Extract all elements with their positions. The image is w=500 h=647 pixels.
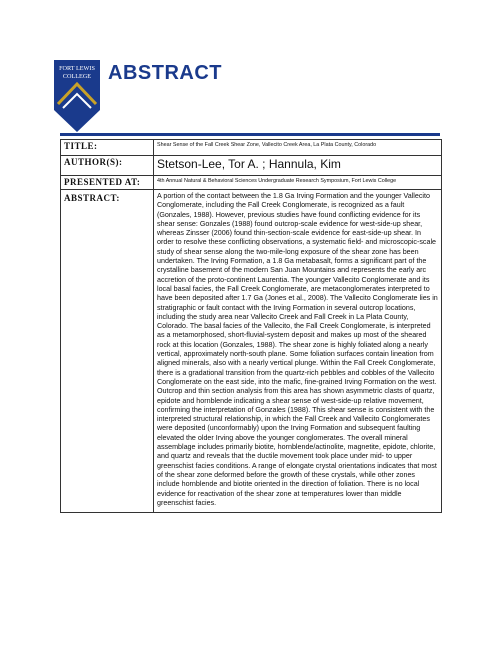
heading-rule (60, 133, 440, 136)
college-logo (54, 60, 100, 132)
logo-line-1: FORT LEWIS (59, 65, 95, 72)
authors-row (61, 156, 442, 176)
presented-row (61, 176, 442, 190)
title-label: TITLE: (61, 140, 154, 156)
presented-label: PRESENTED AT: (61, 176, 154, 190)
abstract-metadata-table (60, 139, 442, 513)
authors-value: Stetson-Lee, Tor A. ; Hannula, Kim (154, 156, 442, 176)
abstract-body: A portion of the contact between the 1.8 Ga Irving Formation and the younger Vallecito Conglomerate, including the Fall Creek Conglomerate, is recognized as a fault (Gonzales, 1988). However, previous studies have found conflicting evidence for its shear sense: Gonzales (1988) found outcrop-scale evidence for west-side-up shear, whereas Zinsser (2006) found thin-section-scale evidence for east-side-up shear. In order to resolve these conflicting observations, a systematic field- and microscopic-scale study of shear sense along the two-mile-long exposure of the shear zone has been undertaken. The Irving Formation, a 1.8 Ga metabasalt, forms a significant part of the crystalline basement of the modern San Juan Mountains and represents the early arc accretion of the proto-continent Laurentia. The younger Vallecito Conglomerate and its local basal facies, the Fall Creek Conglomerate, are metaconglomerates interpreted to have been deposited after 1.7 Ga (Jones et al., 2008). The Vallecito Conglomerate lies in stratigraphic or fault contact with the Irving Formation in several outcrop locations, including the study area near Vallecito Creek and Fall Creek in La Plata County, Colorado. The basal facies of the Vallecito, the Fall Creek Conglomerate, is interpreted as a metamorphosed, short-fluvial-system deposit and makes up most of the sheared rock at this location (Gonzales, 1988). The shear zone is highly foliated along a nearly vertical, approximately north-south plane. Some foliation surfaces contain lineation from aligned minerals, also with a nearly vertical plunge. Within the Fall Creek Conglomerate, there is a gradational transition from the quartz-rich pebbles and cobbles of the Vallecito Conglomerate on the east side, into the mafic, fine-grained Irving Formation on the west. Outcrop and thin section analysis from this area has shown asymmetric clasts of quartz, epidote and hornblende indicating a shear sense of west-side-up relative movement, confirming the interpretation of Gonzales (1988). This shear sense is consistent with the interpreted structural relationship, in which the Fall Creek and Vallecito Conglomerates were deposited (unconformably) upon the Irving Formation and subsequent faulting elevated the older Irving above the younger conglomerates. The overall mineral assemblage includes primarily biotite, hornblende/actinolite, magnetite, epidote, chlorite, and quartz and reveals that the ductile movement took place under mid- to upper greenschist facies conditions. A range of elongate crystal orientations indicates that most of the shear zone deformed before the growth of these crystals, while other zones include hornblende and biotite oriented in the direction of foliation. There is no local evidence for reactivation of the shear zone at temperatures lower than middle greenschist facies. (154, 190, 442, 513)
title-value: Shear Sense of the Fall Creek Shear Zone, Vallecito Creek Area, La Plata County, Colorado (154, 140, 442, 156)
page-heading: ABSTRACT (108, 62, 222, 84)
abstract-label: ABSTRACT: (61, 190, 154, 513)
title-row (61, 140, 442, 156)
logo-line-2: COLLEGE (62, 73, 92, 80)
abstract-row (61, 190, 442, 513)
presented-value: 4th Annual Natural & Behavioral Sciences Undergraduate Research Symposium, Fort Lewis College (154, 176, 442, 190)
authors-label: AUTHOR(S): (61, 156, 154, 176)
